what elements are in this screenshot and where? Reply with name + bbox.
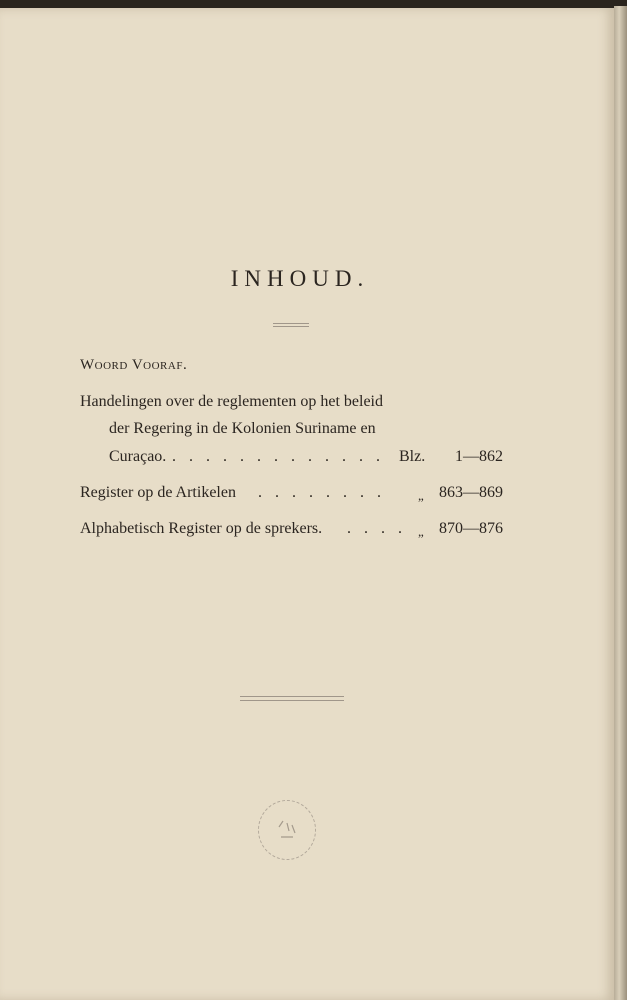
- entry-2-ditto-mark: „: [418, 488, 424, 503]
- entry-3-line-1: Alphabetisch Register op de sprekers.: [80, 520, 323, 537]
- entry-2-line-1: Register op de Artikelen: [80, 484, 236, 501]
- preface-word-2-rest: ooraf.: [143, 357, 188, 373]
- title-rule-second: [273, 326, 309, 327]
- entry-1-page-prefix: Blz.: [399, 448, 426, 465]
- entry-2-leader-dots: . . . . . . . .: [258, 484, 386, 501]
- preface-word-1-rest: oord: [94, 357, 128, 373]
- entry-1-leader-dots: . . . . . . . . . . . . .: [172, 448, 385, 465]
- closing-rule-second: [240, 700, 344, 701]
- title-rule: [273, 323, 309, 324]
- entry-3-leader-dots: . . . .: [347, 520, 407, 537]
- entry-1-line-3: Curaçao.: [109, 448, 167, 465]
- entry-1-line-1: Handelingen over de reglementen op het beleid: [80, 393, 383, 410]
- preface-heading: [80, 357, 187, 374]
- page-edge: [614, 6, 627, 1000]
- preface-initial-1: W: [80, 357, 95, 373]
- library-stamp-icon: [258, 800, 316, 860]
- entry-3-pages: 870—876: [439, 520, 503, 537]
- closing-rule: [240, 696, 344, 697]
- entry-2-pages: 863—869: [439, 484, 503, 501]
- book-page: [0, 8, 614, 1000]
- entry-3-ditto-mark: „: [418, 524, 424, 539]
- entry-1-pages: 1—862: [455, 448, 503, 465]
- entry-1-line-2: der Regering in de Kolonien Suriname en: [109, 420, 376, 437]
- page-title: INHOUD.: [230, 266, 370, 291]
- stamp-mark: [259, 801, 315, 859]
- preface-initial-2: V: [131, 357, 144, 373]
